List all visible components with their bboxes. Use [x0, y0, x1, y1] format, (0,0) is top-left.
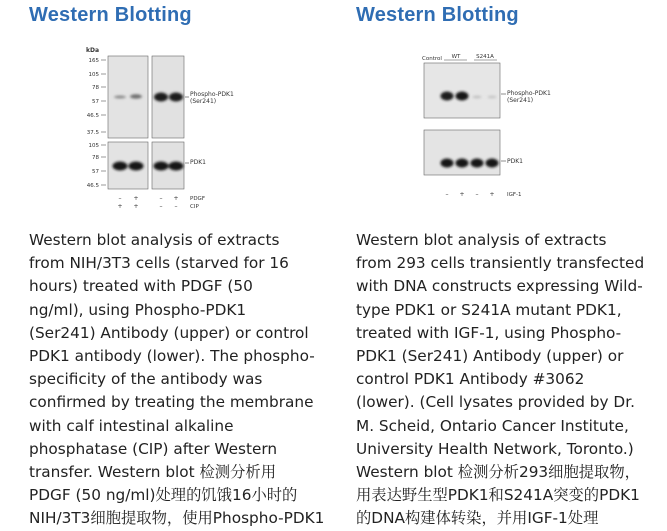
caption-line: 的DNA构建体转染，并用IGF-1处理	[356, 509, 599, 528]
marker-label: 78	[92, 155, 99, 161]
upper-membrane	[424, 63, 500, 118]
caption-line: confirmed by treating the membrane	[29, 393, 314, 412]
band	[488, 96, 497, 98]
caption-line: transfer. Western blot 检测分析用	[29, 463, 276, 482]
caption-line: Western blot 检测分析293细胞提取物，	[356, 463, 640, 482]
caption-line: (lower). (Cell lysates provided by Dr.	[356, 393, 635, 412]
treat-sign: –	[174, 203, 178, 210]
band-label-phospho-site: (Ser241)	[190, 98, 217, 105]
caption-line: from NIH/3T3 cells (starved for 16	[29, 254, 289, 273]
band	[130, 94, 142, 98]
treat-sign: +	[489, 191, 495, 198]
col-label: Control	[422, 56, 442, 62]
band	[129, 162, 144, 171]
treat-sign: –	[475, 191, 479, 198]
col-label: WT	[451, 54, 461, 60]
treat-sign: –	[445, 191, 449, 198]
band	[154, 93, 168, 102]
treat-sign: +	[173, 195, 179, 202]
caption-line: type PDK1 or S241A mutant PDK1,	[356, 300, 622, 319]
band	[441, 92, 454, 101]
left-western-blot-figure	[80, 42, 270, 218]
caption-line: specificity of the antibody was	[29, 370, 263, 389]
kda-label: kDa	[86, 47, 100, 54]
band	[456, 159, 469, 168]
treat-sign: +	[133, 203, 139, 210]
band	[114, 96, 126, 99]
caption-line: University Health Network, Toronto.)	[356, 439, 634, 458]
caption-line: ng/ml), using Phospho-PDK1	[29, 300, 247, 319]
band	[486, 159, 499, 168]
treat-label-igf1: IGF-1	[507, 192, 522, 198]
col-label: S241A	[476, 54, 494, 60]
left-heading: Western Blotting	[29, 4, 192, 26]
band	[456, 92, 469, 101]
band	[169, 93, 183, 102]
caption-line: control PDK1 Antibody #3062	[356, 370, 585, 389]
band	[154, 162, 169, 171]
right-western-blot-figure	[420, 48, 580, 208]
band	[441, 159, 454, 168]
caption-line: NIH/3T3细胞提取物，使用Phospho-PDK1	[29, 509, 325, 528]
marker-label: 78	[92, 85, 99, 91]
caption-line: phosphatase (CIP) after Western	[29, 439, 278, 458]
lower-membrane	[424, 130, 500, 175]
treat-sign: –	[159, 195, 163, 202]
band-label-total: PDK1	[507, 158, 523, 165]
marker-label: 165	[88, 58, 99, 64]
marker-label: 57	[92, 99, 99, 105]
caption-line: with DNA constructs expressing Wild-	[356, 277, 643, 296]
right-caption	[356, 229, 644, 531]
caption-line: hours) treated with PDGF (50	[29, 277, 253, 296]
treat-label-cip: CIP	[190, 204, 199, 210]
band	[169, 162, 184, 171]
treat-sign: –	[118, 195, 122, 202]
band-label-total: PDK1	[190, 159, 206, 166]
marker-label: 105	[88, 72, 99, 78]
caption-line: 用表达野生型PDK1和S241A突变的PDK1	[356, 486, 640, 505]
caption-line: Western blot analysis of extracts	[356, 231, 607, 249]
marker-label: 37.5	[86, 130, 99, 136]
band	[113, 162, 128, 171]
caption-line: from 293 cells transiently transfected	[356, 254, 645, 273]
treat-sign: +	[133, 195, 139, 202]
caption-line: (Ser241) Antibody (upper) or control	[29, 323, 309, 342]
right-heading: Western Blotting	[356, 4, 519, 26]
caption-line: PDGF (50 ng/ml)处理的饥饿16小时的	[29, 486, 298, 505]
caption-line: Western blot analysis of extracts	[29, 231, 280, 249]
band-label-phospho-site: (Ser241)	[507, 97, 534, 104]
marker-label: 105	[88, 143, 99, 149]
treat-label-pdgf: PDGF	[190, 196, 205, 202]
marker-label: 46.5	[86, 113, 99, 119]
band-label-phospho: Phospho-PDK1	[507, 90, 551, 97]
band	[473, 96, 482, 98]
band-label-phospho: Phospho-PDK1	[190, 91, 234, 98]
caption-line: PDK1 (Ser241) Antibody (upper) or	[356, 347, 624, 366]
marker-label: 46.5	[86, 183, 99, 189]
band	[471, 159, 484, 168]
caption-line: with calf intestinal alkaline	[29, 416, 234, 435]
marker-label: 57	[92, 169, 99, 175]
left-caption	[29, 229, 324, 531]
caption-line: M. Scheid, Ontario Cancer Institute,	[356, 416, 629, 435]
treat-sign: +	[459, 191, 465, 198]
treat-sign: –	[159, 203, 163, 210]
treat-sign: +	[117, 203, 123, 210]
caption-line: PDK1 antibody (lower). The phospho-	[29, 347, 315, 366]
caption-line: treated with IGF-1, using Phospho-	[356, 323, 622, 342]
